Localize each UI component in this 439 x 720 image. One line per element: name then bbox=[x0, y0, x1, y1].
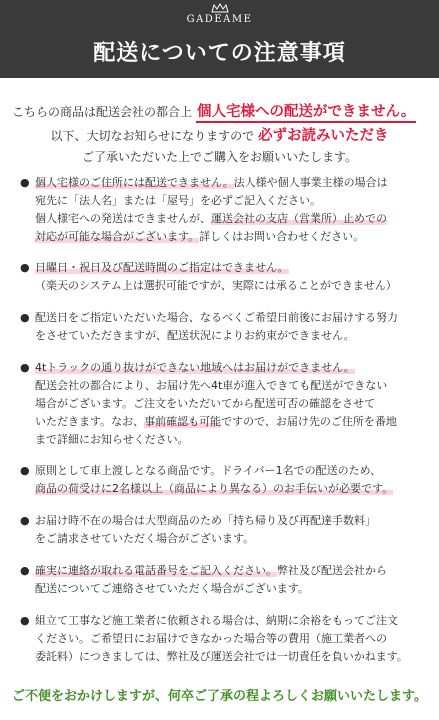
list-item bbox=[0, 359, 439, 449]
item-line bbox=[35, 431, 431, 449]
notice-panel bbox=[0, 78, 439, 720]
intro-line-2 bbox=[0, 124, 439, 145]
item-text: 配送日をご指定いただいた場合、なるべくご希望日前後にお届けする努力 bbox=[35, 311, 398, 324]
item-text: 対応が可能な場合がございます。 bbox=[35, 230, 200, 243]
item-line bbox=[35, 309, 431, 327]
item-text: 確実に連絡が取れる電話番号をご記入ください。 bbox=[35, 564, 277, 577]
bullet-icon: ● bbox=[20, 311, 30, 324]
item-line bbox=[35, 359, 431, 377]
item-text: 個人様宅への発送はできませんが、 bbox=[35, 212, 211, 225]
item-text: まで詳細にお知らせください。 bbox=[35, 433, 189, 446]
item-line bbox=[35, 259, 431, 277]
intro-text-2: 以下、大切なお知らせになりますので bbox=[50, 129, 255, 143]
intro-line-3: ご了承いただいた上でご購入をお願いいたします。 bbox=[81, 150, 358, 164]
no-residential-delivery-notice: 個人宅様への配送ができません。 bbox=[196, 104, 416, 123]
item-text: ですので、お届け先のご住所を番地 bbox=[221, 415, 397, 428]
list-item bbox=[0, 612, 439, 666]
bullet-icon: ● bbox=[20, 614, 30, 627]
bullet-icon: ● bbox=[20, 564, 30, 577]
item-line bbox=[35, 562, 431, 580]
item-text: 商品の荷受けに2名様以上（商品により異なる）のお手伝いが必要です。 bbox=[35, 482, 394, 495]
item-line bbox=[35, 580, 431, 598]
notice-list bbox=[0, 174, 439, 666]
item-text: をご請求させていただく場合がございます。 bbox=[35, 532, 255, 545]
item-line bbox=[35, 395, 431, 413]
bullet-icon: ● bbox=[20, 261, 30, 274]
brand-name: GADEAME bbox=[186, 14, 253, 25]
item-text: お届け時不在の場合は大型商品のため「持ち帰り及び再配達手数料」 bbox=[35, 514, 376, 527]
item-line bbox=[35, 228, 431, 246]
item-line bbox=[35, 327, 431, 345]
item-line bbox=[35, 612, 431, 630]
list-item bbox=[0, 462, 439, 498]
item-line bbox=[35, 277, 431, 295]
item-text: 4tトラックの通り抜けができない地域へはお届けができません。 bbox=[35, 361, 355, 374]
bullet-icon: ● bbox=[20, 176, 30, 189]
must-read-notice: 必ずお読みいただき bbox=[257, 128, 389, 144]
item-line bbox=[35, 192, 431, 210]
header-banner bbox=[0, 0, 439, 78]
item-line bbox=[35, 530, 431, 548]
item-line bbox=[35, 480, 431, 498]
bullet-icon: ● bbox=[20, 464, 30, 477]
intro-line-1 bbox=[12, 100, 432, 121]
list-item bbox=[0, 512, 439, 548]
list-item bbox=[0, 174, 439, 246]
item-text: 宛先に「法人名」または「屋号」を必ずご記入ください。 bbox=[35, 194, 321, 207]
item-text: 個人宅様のご住所には配送できません。 bbox=[35, 176, 234, 189]
item-text: 配送についてご連絡させていただく場合がございます。 bbox=[35, 582, 309, 595]
item-text: 運送会社の支店（営業所）止めでの bbox=[211, 212, 387, 225]
item-line bbox=[35, 174, 431, 192]
item-line bbox=[35, 512, 431, 530]
item-text: （楽天のシステム上は選択可能ですが、実際には承ることができません） bbox=[35, 279, 397, 292]
item-text: 日曜日・祝日及び配送時間のご指定はできません。 bbox=[35, 261, 289, 274]
bullet-icon: ● bbox=[20, 361, 30, 374]
closing-message: ご不便をおかけしますが、何卒ご了承の程よろしくお願いいたします。 bbox=[12, 689, 427, 704]
item-text: 配送会社の都合により、お届け先へ4t車が進入できても配送ができない bbox=[35, 379, 388, 392]
crown-icon bbox=[211, 3, 229, 13]
item-line bbox=[35, 413, 431, 431]
bullet-icon: ● bbox=[20, 514, 30, 527]
item-line bbox=[35, 462, 431, 480]
brand-logo bbox=[0, 3, 439, 25]
item-line bbox=[35, 377, 431, 395]
page-title: 配送についての注意事項 bbox=[93, 41, 346, 66]
item-line bbox=[35, 210, 431, 228]
item-text: 弊社及び配送会社から bbox=[277, 564, 387, 577]
list-item bbox=[0, 309, 439, 345]
list-item bbox=[0, 562, 439, 598]
item-text: 原則として車上渡しとなる商品です。ドライバー1名での配送のため、 bbox=[35, 464, 382, 477]
item-line bbox=[35, 630, 431, 648]
item-text: ください。ご希望日にお届けできなかった場合等の費用（施工業者への bbox=[35, 632, 387, 645]
list-item bbox=[0, 259, 439, 295]
item-text: 委託料）につきましては、弊社及び運送会社では一切責任を負いかねます。 bbox=[35, 650, 408, 663]
item-text: 場合がございます。ご注文をいただいてから配送可否の確認をさせて bbox=[35, 397, 376, 410]
item-text: をさせていただきますが、配送状況によりお約束ができません。 bbox=[35, 329, 355, 342]
item-text: 詳しくはお問い合わせください。 bbox=[199, 230, 365, 243]
item-text: 法人様や個人事業主様の場合は bbox=[233, 176, 388, 189]
item-text: 組立て工事など施工業者に依頼される場合は、納期に余裕をもってご注文 bbox=[35, 614, 398, 627]
item-text: 事前確認も可能 bbox=[144, 415, 222, 428]
intro-text-1: こちらの商品は配送会社の都合上 bbox=[12, 105, 193, 119]
item-line bbox=[35, 648, 431, 666]
item-text: いただきます。なお、 bbox=[35, 415, 145, 428]
